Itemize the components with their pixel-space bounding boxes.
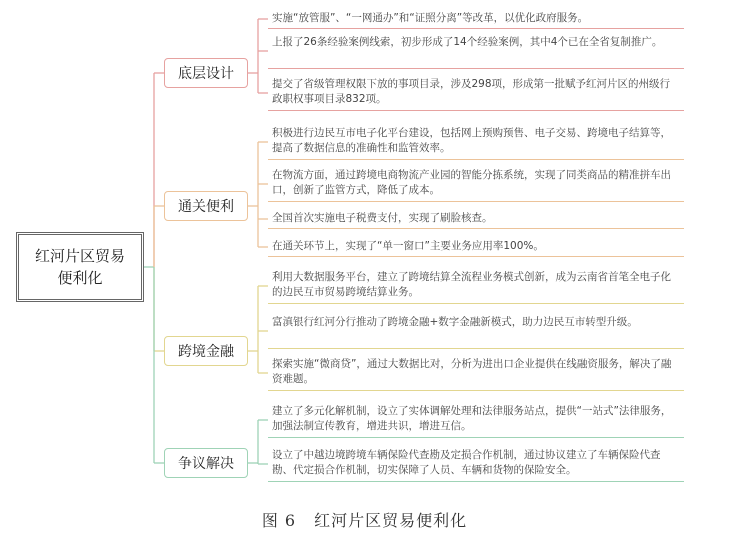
leaf-node: 探索实施“微商贷”，通过大数据比对，分析为进出口企业提供在线融资服务，解决了融资难题。 [268,355,684,391]
root-label: 红河片区贸易便利化 [34,247,125,287]
leaf-node: 提交了省级管理权限下放的事项目录，涉及298项，形成第一批赋予红河片区的州级行政职权事项目录832项。 [268,75,684,111]
branch-node-争议解决 [164,448,248,478]
leaf-node: 富滇银行红河分行推动了跨境金融+数字金融新模式，助力边民互市转型升级。 [268,313,684,349]
branch-node-通关便利 [164,191,248,221]
figure-number: 图 6 [261,511,297,530]
root-node [16,232,144,302]
leaf-node: 建立了多元化解机制，设立了实体调解处理和法律服务站点，提供“一站式”法律服务，加强法制宣传教育，增进共识，增进互信。 [268,402,684,438]
leaf-node: 积极进行边民互市电子化平台建设，包括网上预购预售、电子交易、跨境电子结算等，提高了数据信息的准确性和监管效率。 [268,124,684,160]
branch-node-底层设计 [164,58,248,88]
leaf-node: 实施“放管服”、“一网通办”和“证照分离”等改革，以优化政府服务。 [268,9,684,29]
leaf-node: 设立了中越边境跨境车辆保险代查勘及定损合作机制，通过协议建立了车辆保险代查勘、代定损合作机制，切实保障了人员、车辆和货物的保险安全。 [268,446,684,482]
leaf-node: 上报了26条经验案例线索，初步形成了14个经验案例，其中4个已在全省复制推广。 [268,33,684,69]
branch-node-跨境金融 [164,336,248,366]
leaf-node: 全国首次实施电子税费支付，实现了刷脸核查。 [268,209,684,229]
leaf-node: 在通关环节上，实现了“单一窗口”主要业务应用率100%。 [268,237,684,257]
figure-title: 红河片区贸易便利化 [314,511,468,530]
branch-label: 跨境金融 [178,344,234,360]
leaf-node: 在物流方面，通过跨境电商物流产业园的智能分拣系统，实现了同类商品的精准拼车出口，创新了监管方式，降低了成本。 [268,166,684,202]
figure-caption [0,508,729,531]
leaf-node: 利用大数据服务平台，建立了跨境结算全流程业务模式创新，成为云南省首笔全电子化的边民互市贸易跨境结算业务。 [268,268,684,304]
branch-label: 底层设计 [178,66,234,82]
branch-label: 争议解决 [178,456,234,472]
branch-label: 通关便利 [178,199,234,215]
